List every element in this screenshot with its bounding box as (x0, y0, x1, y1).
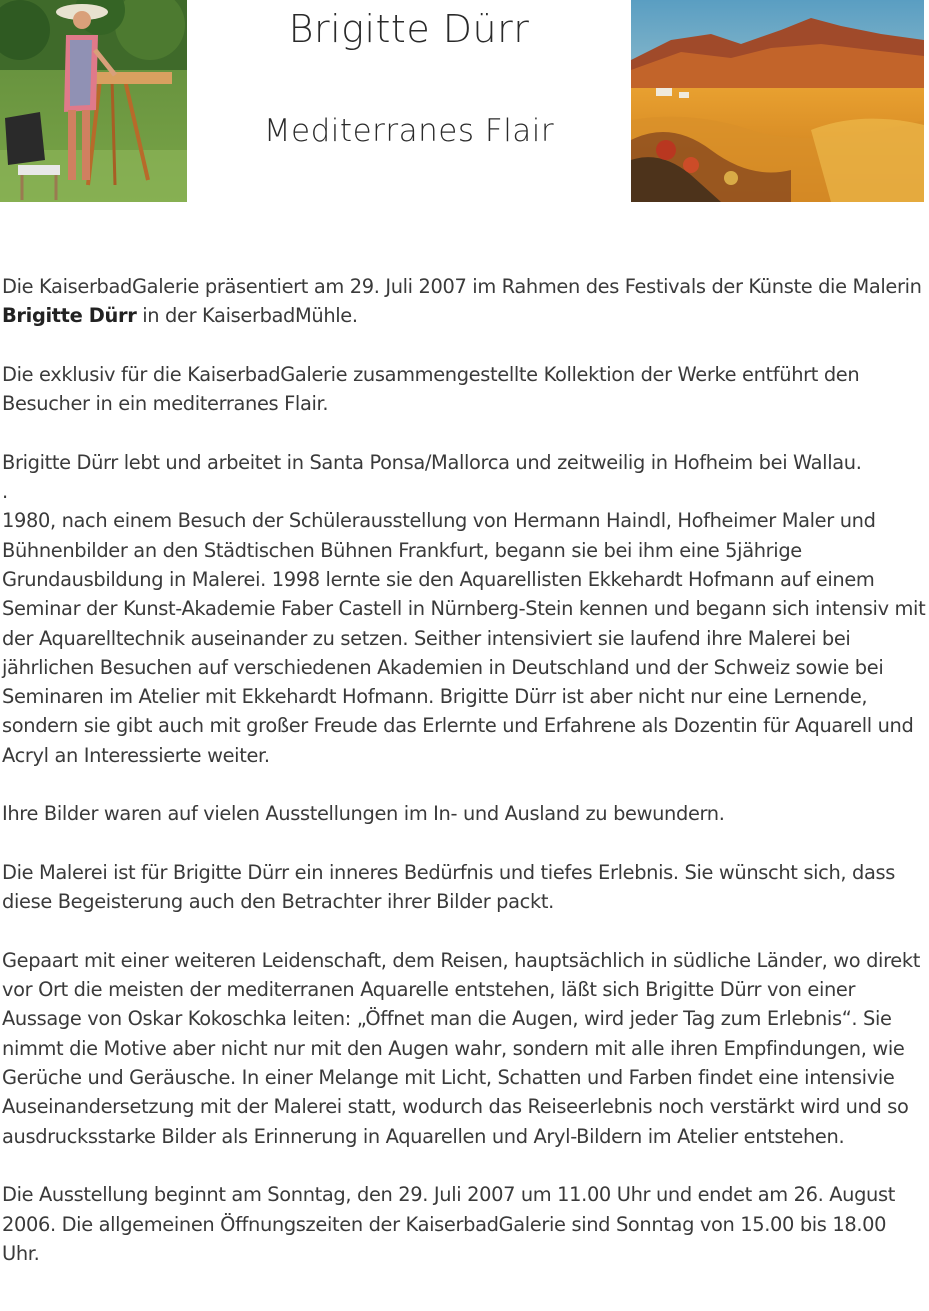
exhibitions-paragraph: Ihre Bilder waren auf vielen Ausstellungen im In- und Ausland zu bewundern. (2, 802, 725, 826)
painter-at-easel-photo (0, 0, 187, 202)
intro-paragraph: Die KaiserbadGalerie präsentiert am 29. Juli 2007 im Rahmen des Festivals der Künste die Malerin Brigitte Dürr in der KaiserbadMühle. (2, 275, 922, 328)
artist-name-bold: Brigitte Dürr (2, 304, 137, 328)
opening-hours-paragraph: Die Ausstellung beginnt am Sonntag, den 29. Juli 2007 um 11.00 Uhr und endet am 26. August 2006. Die allgemeinen Öffnungszeiten der KaiserbadGalerie sind Sonntag von 15.00 bis 18.00 Uhr. (2, 1183, 895, 1265)
collection-paragraph: Die exklusiv für die KaiserbadGalerie zusammengestellte Kollektion der Werke entführt den Besucher in ein mediterranes Flair. (2, 362, 860, 416)
mediterranean-landscape-painting (631, 0, 924, 202)
painting-image (631, 0, 924, 202)
artist-photo (0, 0, 187, 202)
artist-name-heading: Brigitte Dürr (288, 7, 530, 51)
exhibition-title-heading: Mediterranes Flair (263, 113, 555, 149)
biography-paragraph: Brigitte Dürr lebt und arbeitet in Santa Ponsa/Mallorca und zeitweilig in Hofheim bei Wallau. . 1980, nach einem Besuch der Schülerausstellung von Hermann Haindl, Hofheimer Maler und Bühnenbilder an den Städtischen Bühnen Frankfurt, begann sie bei ihm eine 5jährige Grundausbildung in Malerei. 1998 lernte sie den Aquarellisten Ekkehardt Hofmann auf einem Seminar der Kunst-Akademie Faber Castell in Nürnberg-Stein kennen und begann sich intensiv mit der Aquarelltechnik auseinander zu setzen. Seither intensiviert sie laufend ihre Malerei bei jährlichen Besuchen auf verschiedenen Akademien in Deutschland und der Schweiz sowie bei Seminaren im Atelier mit Ekkehardt Hofmann. Brigitte Dürr ist aber nicht nur eine Lernende, sondern sie gibt auch mit großer Freude das Erlernte und Erfahrene als Dozentin für Aquarell und Acryl an Interessierte weiter. (2, 450, 926, 767)
article-body (2, 272, 926, 1297)
travel-paragraph: Gepaart mit einer weiteren Leidenschaft, dem Reisen, hauptsächlich in südliche Länder, wo direkt vor Ort die meisten der mediterranen Aquarelle entstehen, läßt sich Brigitte Dürr von einer Aussage von Oskar Kokoschka leiten: „Öffnet man die Augen, wird jeder Tag zum Erlebnis“. Sie nimmt die Motive aber nicht nur mit den Augen wahr, sondern mit alle ihren Empfindungen, wie Gerüche und Geräusche. In einer Melange mit Licht, Schatten und Farben findet eine intensivie Auseinandersetzung mit der Malerei statt, wodurch das Reiseerlebnis noch verstärkt wird und so ausdrucksstarke Bilder als Erinnerung in Aquarellen und Aryl-Bildern im Atelier entstehen. (2, 948, 920, 1148)
painting-meaning-paragraph: Die Malerei ist für Brigitte Dürr ein inneres Bedürfnis und tiefes Erlebnis. Sie wünscht sich, dass diese Begeisterung auch den Betrachter ihrer Bilder packt. (2, 860, 896, 914)
